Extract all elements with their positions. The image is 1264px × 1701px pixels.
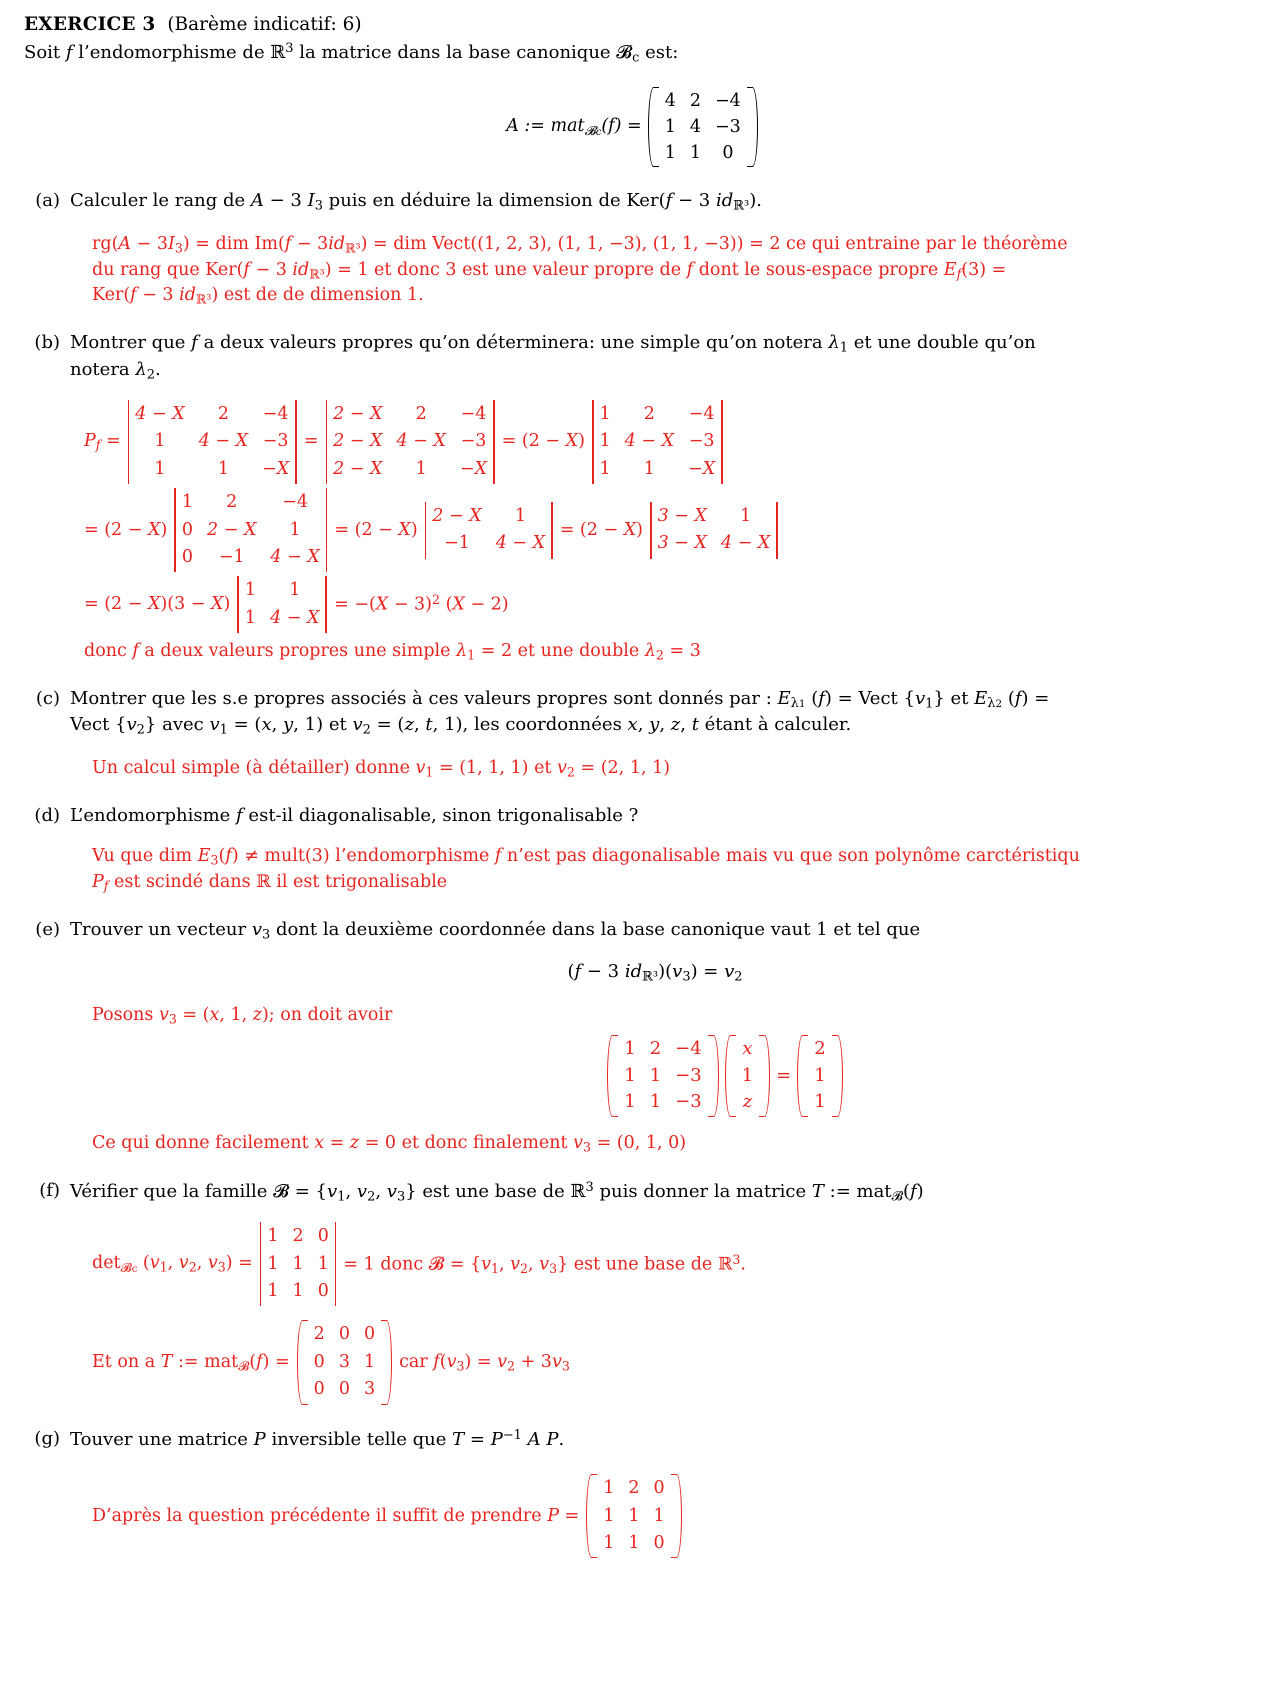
item-b-question-line-1: Montrer que f a deux valeurs propres qu’on déterminera: une simple qu’on notera $\lambda_1$ et une double qu’on bbox=[70, 332, 1036, 356]
item-c-answer: Un calcul simple (à détailler) donne $v_1 = (1$, 1, 1) et $v_2 = (2$, 1, 1) bbox=[92, 757, 671, 780]
item-b-det-line-2: = (2 − X) 1 2 −4 0 2 − X 1 0 −1 4 − X = (2 − X) 2 − X 1 −1 4 − X = (2 − X) 3 − X 1 3 − X 4 − X bbox=[84, 488, 1240, 572]
item-d-answer-line-1: Vu que dim $E_3(f)$ ≠ mult(3) l’endomorphisme f n’est pas diagonalisable mais vu que son polynôme carctéristiqu bbox=[92, 846, 1080, 868]
item-d-question: L’endomorphisme f est-il diagonalisable, sinon trigonalisable ? bbox=[70, 804, 639, 826]
determinant-basis: 1 2 0 1 1 1 1 1 0 bbox=[260, 1222, 337, 1306]
determinant-1: 4 − X 2 −4 1 4 − X −3 1 1 −X bbox=[128, 400, 297, 484]
item-f-t-line: Et on a T := mat$_𝓑$(f) = 2 0 0 0 3 1 0 0 3 car $f(v_3) = v_2 + 3v_3$ bbox=[92, 1320, 1240, 1404]
determinant-3: 1 2 −4 1 4 − X −3 1 1 −X bbox=[592, 400, 723, 484]
item-f-label: (f) bbox=[39, 1179, 60, 1201]
determinant-4: 1 2 −4 0 2 − X 1 0 −1 4 − X bbox=[174, 488, 327, 572]
item-g-question: Touver une matrice P inversible telle que $T = P^{-1}$ A P. bbox=[70, 1427, 565, 1450]
item-b-conclusion: donc f a deux valeurs propres une simple $\lambda_1 = 2$ et une double $\lambda_2 = 3$ bbox=[84, 641, 701, 663]
item-f bbox=[24, 1179, 1240, 1405]
item-f-question: Vérifier que la famille 𝓑 = {$v_1$, $v_2$, $v_3$} est une base de ℝ$^3$ puis donner la matrice T := mat$_𝓑$(f) bbox=[70, 1179, 924, 1205]
item-e-display-eq: (f − 3 $id_{ℝ^3})(v_3) = v_2$ bbox=[567, 961, 743, 986]
item-b-label: (b) bbox=[34, 332, 60, 354]
item-b bbox=[24, 331, 1240, 665]
item-b-question-line-2: notera $\lambda_2$. bbox=[70, 358, 161, 383]
exercise-label: EXERCICE 3 bbox=[24, 14, 156, 35]
item-e-body bbox=[70, 918, 1240, 1157]
item-c-body bbox=[70, 687, 1240, 782]
item-c-label: (c) bbox=[35, 687, 60, 709]
item-a bbox=[24, 189, 1240, 309]
item-e-label: (e) bbox=[35, 918, 60, 940]
system-matrix: 1 2 −4 1 1 −3 1 1 −3 bbox=[607, 1035, 718, 1117]
item-c-question-line-2: Vect $\{v_2\}$ avec $v_1 = (x$, y, 1) et $v_2 = (z$, t, 1), les coordonnées x, y, z, t étant à calculer. bbox=[70, 714, 852, 738]
item-d-label: (d) bbox=[34, 804, 60, 826]
exercise-heading bbox=[24, 12, 1240, 38]
item-f-body bbox=[70, 1179, 1240, 1405]
exercise-bareme: (Barème indicatif: 6) bbox=[167, 14, 362, 35]
item-d-body bbox=[70, 804, 1240, 896]
system-rhs-vector: 2 1 1 bbox=[797, 1035, 842, 1117]
determinant-6: 3 − X 1 3 − X 4 − X bbox=[650, 502, 778, 559]
item-a-answer bbox=[92, 232, 1240, 309]
item-c-question-line-1: Montrer que les s.e propres associés à ces valeurs propres sont donnés par : $E_{\lambda 1}$ (f) = Vect $\{v_1\}$ et $E_{\lambda 2}$ (f) = bbox=[70, 687, 1050, 712]
item-a-label: (a) bbox=[35, 190, 60, 212]
item-e-answer-end: Ce qui donne facilement x = z = 0 et donc finalement $v_3 = (0$, 1, 0) bbox=[92, 1133, 687, 1155]
item-a-answer-line-3: Ker(f − 3 $id_{ℝ^3}$) est de de dimension 1. bbox=[92, 285, 424, 307]
item-d-answer bbox=[92, 844, 1240, 896]
item-b-det-line-3: = (2 − X)(3 − X) 1 1 1 4 − X = $-(X - 3)^2$ (X − 2) bbox=[84, 576, 1240, 633]
item-e-answer-intro: Posons $v_3 = (x$, 1, z); on doit avoir bbox=[92, 1004, 393, 1027]
item-g-body bbox=[70, 1427, 1240, 1559]
matrix-T: 2 0 0 0 3 1 0 0 3 bbox=[297, 1320, 392, 1404]
item-a-answer-line-1: $rg(A - 3I_3)$ = dim $Im(f - 3id_{ℝ^3})$ = dim Vect((1, 2, 3), (1, 1, −3), (1, 1, −3)) = 2 ce qui entraine par le théorème bbox=[92, 233, 1068, 256]
item-e-system bbox=[210, 1035, 1240, 1117]
item-f-det-line: $\det_{𝓑c} (v_1$, $v_2$, $v_3$) = 1 2 0 1 1 1 1 1 0 = 1 donc 𝓑 = {$v_1$, $v_2$, $v_3$} est une base de ℝ$^3$. bbox=[92, 1222, 1240, 1306]
item-d bbox=[24, 804, 1240, 896]
item-e bbox=[24, 918, 1240, 1157]
system-equals: = bbox=[776, 1064, 792, 1086]
item-b-answer bbox=[84, 400, 1240, 665]
matrix-A-prefix: A := mat$_{𝓑c}$(f) = bbox=[506, 116, 642, 138]
matrix-A-display bbox=[24, 87, 1240, 167]
item-e-question: Trouver un vecteur $v_3$ dont la deuxième coordonnée dans la base canonique vaut 1 et tel que bbox=[70, 918, 921, 943]
item-b-det-line-1: $P_f$ = 4 − X 2 −4 1 4 − X −3 1 1 −X = 2 − X 2 −4 2 − X 4 − X −3 2 − X 1 −X = (2 − X) 1 2 −4 1 4 − X −3 1 1 −X bbox=[84, 400, 1240, 484]
item-d-answer-line-2: $P_f$ est scindé dans ℝ il est trigonalisable bbox=[92, 872, 448, 894]
item-b-body bbox=[70, 331, 1240, 665]
item-g-answer-text: D’après la question précédente il suffit de prendre P = bbox=[92, 1505, 580, 1526]
matrix-A: 4 2 −4 1 4 −3 1 1 0 bbox=[648, 87, 758, 167]
system-unknown-vector: x 1 z bbox=[725, 1035, 770, 1117]
determinant-5: 2 − X 1 −1 4 − X bbox=[425, 502, 553, 559]
item-a-answer-line-2: du rang que Ker(f − 3 $id_{ℝ^3}) = 1$ et donc 3 est une valeur propre de f dont le sous-espace propre $E_f(3)$ = bbox=[92, 259, 1007, 282]
matrix-P: 1 2 0 1 1 1 1 1 0 bbox=[586, 1474, 681, 1558]
item-g bbox=[24, 1427, 1240, 1559]
item-g-label: (g) bbox=[34, 1427, 60, 1449]
determinant-2: 2 − X 2 −4 2 − X 4 − X −3 2 − X 1 −X bbox=[326, 400, 495, 484]
item-c bbox=[24, 687, 1240, 782]
determinant-7: 1 1 1 4 − X bbox=[237, 576, 327, 633]
exercise-intro: Soit f l’endomorphisme de ℝ$^3$ la matrice dans la base canonique 𝓑$_c$ est: bbox=[24, 40, 679, 65]
item-g-answer bbox=[92, 1474, 1240, 1558]
item-a-question: Calculer le rang de A − 3 $I_3$ puis en déduire la dimension de Ker(f − 3 $id_{ℝ^3}$). bbox=[70, 190, 762, 214]
item-a-body bbox=[70, 189, 1240, 309]
